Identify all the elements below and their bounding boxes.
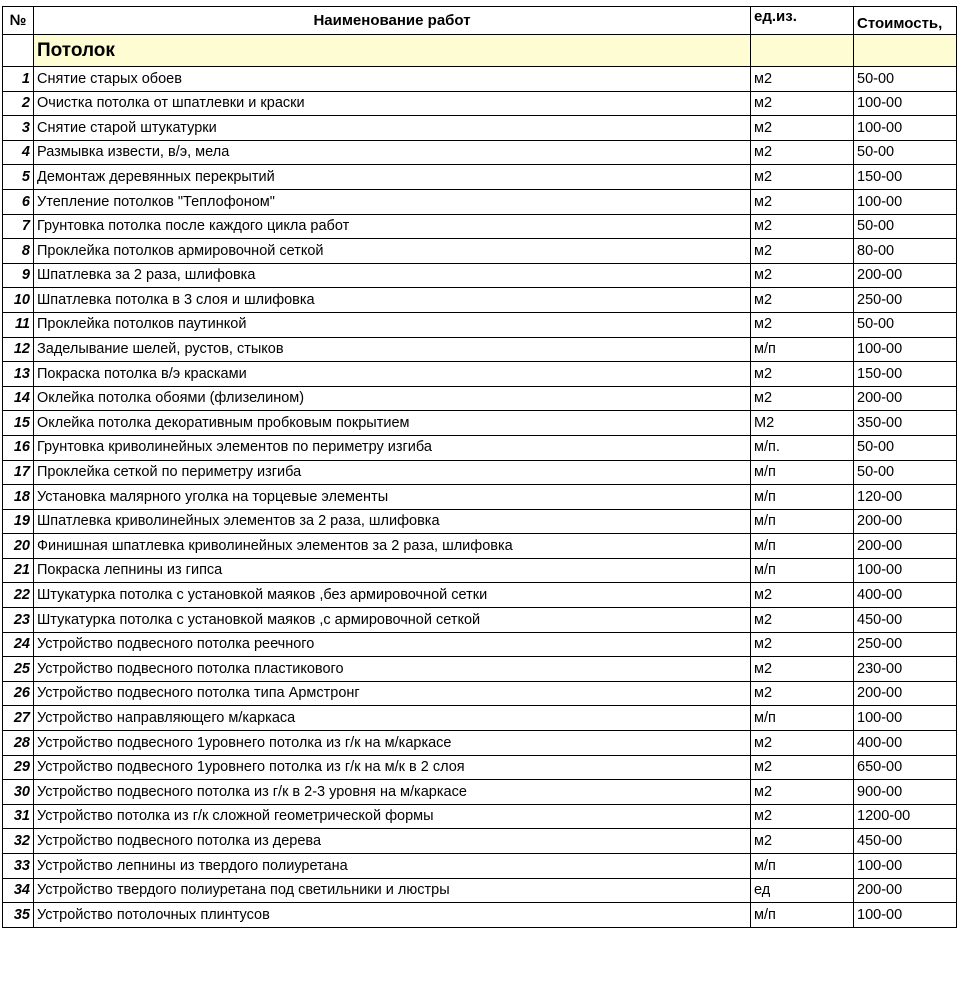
table-row [3,91,957,116]
row-work-name: Очистка потолка от шпатлевки и краски [34,91,751,116]
table-row [3,706,957,731]
row-work-name: Штукатурка потолка с установкой маяков ,с армировочной сеткой [34,608,751,633]
row-unit: м2 [751,386,854,411]
row-work-name: Устройство подвесного потолка пластикового [34,657,751,682]
row-price: 450-00 [854,829,957,854]
row-unit: м2 [751,239,854,264]
row-price: 100-00 [854,706,957,731]
row-price: 100-00 [854,91,957,116]
row-unit: м/п [751,460,854,485]
row-price: 100-00 [854,903,957,928]
table-row [3,608,957,633]
row-work-name: Размывка извести, в/э, мела [34,140,751,165]
row-price: 50-00 [854,312,957,337]
row-price: 400-00 [854,731,957,756]
row-work-name: Оклейка потолка обоями (флизелином) [34,386,751,411]
row-work-name: Утепление потолков "Теплофоном" [34,189,751,214]
table-row [3,165,957,190]
row-number: 2 [3,91,34,116]
row-unit: м2 [751,189,854,214]
table-row [3,140,957,165]
table-row [3,116,957,141]
row-unit: ед [751,878,854,903]
row-price: 350-00 [854,411,957,436]
row-price: 50-00 [854,140,957,165]
row-number: 23 [3,608,34,633]
row-price: 50-00 [854,435,957,460]
row-number: 30 [3,780,34,805]
table-row [3,632,957,657]
section-price-cell [854,35,957,67]
row-number: 12 [3,337,34,362]
table-row [3,239,957,264]
row-price: 450-00 [854,608,957,633]
row-number: 5 [3,165,34,190]
row-unit: м/п [751,706,854,731]
row-price: 100-00 [854,558,957,583]
table-row [3,67,957,92]
row-price: 150-00 [854,362,957,387]
row-work-name: Грунтовка криволинейных элементов по периметру изгиба [34,435,751,460]
row-number: 28 [3,731,34,756]
table-row [3,878,957,903]
row-number: 6 [3,189,34,214]
row-price: 120-00 [854,485,957,510]
row-number: 35 [3,903,34,928]
row-unit: м2 [751,288,854,313]
table-row [3,263,957,288]
row-unit: м2 [751,804,854,829]
row-number: 20 [3,534,34,559]
row-work-name: Устройство подвесного потолка типа Армстронг [34,681,751,706]
table-row [3,583,957,608]
row-price: 650-00 [854,755,957,780]
row-work-name: Заделывание шелей, рустов, стыков [34,337,751,362]
row-unit: м2 [751,312,854,337]
table-row [3,903,957,928]
row-work-name: Устройство направляющего м/каркаса [34,706,751,731]
row-price: 50-00 [854,460,957,485]
table-row [3,189,957,214]
table-row [3,854,957,879]
table-row [3,558,957,583]
row-unit: м/п [751,854,854,879]
row-number: 17 [3,460,34,485]
row-number: 4 [3,140,34,165]
section-row [3,35,957,67]
table-row [3,534,957,559]
row-unit: м2 [751,681,854,706]
row-work-name: Проклейка потолков паутинкой [34,312,751,337]
row-number: 13 [3,362,34,387]
table-row [3,312,957,337]
row-price: 50-00 [854,214,957,239]
row-price: 50-00 [854,67,957,92]
row-work-name: Финишная шпатлевка криволинейных элементов за 2 раза, шлифовка [34,534,751,559]
row-work-name: Устройство подвесного потолка реечного [34,632,751,657]
row-work-name: Проклейка потолков армировочной сеткой [34,239,751,264]
row-price: 1200-00 [854,804,957,829]
table-row [3,460,957,485]
row-work-name: Шпатлевка за 2 раза, шлифовка [34,263,751,288]
row-unit: м/п [751,903,854,928]
row-work-name: Устройство подвесного 1уровнего потолка из г/к на м/к в 2 слоя [34,755,751,780]
row-price: 100-00 [854,116,957,141]
row-price: 250-00 [854,632,957,657]
row-work-name: Демонтаж деревянных перекрытий [34,165,751,190]
row-work-name: Штукатурка потолка с установкой маяков ,без армировочной сетки [34,583,751,608]
row-work-name: Шпатлевка потолка в 3 слоя и шлифовка [34,288,751,313]
row-unit: М2 [751,411,854,436]
row-number: 22 [3,583,34,608]
row-unit: м/п [751,509,854,534]
row-price: 150-00 [854,165,957,190]
row-work-name: Грунтовка потолка после каждого цикла работ [34,214,751,239]
row-price: 400-00 [854,583,957,608]
table-row [3,362,957,387]
row-unit: м/п [751,337,854,362]
row-unit: м2 [751,731,854,756]
row-number: 31 [3,804,34,829]
row-number: 29 [3,755,34,780]
row-price: 80-00 [854,239,957,264]
section-unit-cell [751,35,854,67]
table-row [3,804,957,829]
row-number: 24 [3,632,34,657]
table-row [3,509,957,534]
row-price: 100-00 [854,854,957,879]
row-number: 27 [3,706,34,731]
row-work-name: Покраска лепнины из гипса [34,558,751,583]
row-number: 32 [3,829,34,854]
row-number: 25 [3,657,34,682]
row-number: 19 [3,509,34,534]
row-work-name: Снятие старой штукатурки [34,116,751,141]
row-unit: м2 [751,829,854,854]
row-unit: м2 [751,755,854,780]
table-row [3,485,957,510]
row-price: 100-00 [854,189,957,214]
row-number: 34 [3,878,34,903]
row-work-name: Устройство подвесного потолка из г/к в 2-3 уровня на м/каркасе [34,780,751,805]
table-row [3,386,957,411]
table-row [3,755,957,780]
row-unit: м2 [751,608,854,633]
row-unit: м2 [751,657,854,682]
row-work-name: Оклейка потолка декоративным пробковым покрытием [34,411,751,436]
row-work-name: Устройство подвесного потолка из дерева [34,829,751,854]
row-number: 10 [3,288,34,313]
row-number: 8 [3,239,34,264]
row-unit: м2 [751,214,854,239]
header-unit: ед.из. [751,7,854,35]
price-table [2,6,957,928]
table-row [3,829,957,854]
row-price: 200-00 [854,878,957,903]
row-unit: м2 [751,362,854,387]
row-work-name: Устройство подвесного 1уровнего потолка из г/к на м/каркасе [34,731,751,756]
row-number: 1 [3,67,34,92]
section-title: Потолок [34,35,751,67]
row-work-name: Покраска потолка в/э красками [34,362,751,387]
table-row [3,337,957,362]
row-unit: м/п [751,558,854,583]
row-unit: м2 [751,263,854,288]
table-row [3,411,957,436]
header-number: № [3,7,34,35]
table-row [3,780,957,805]
row-unit: м2 [751,91,854,116]
row-work-name: Снятие старых обоев [34,67,751,92]
row-number: 7 [3,214,34,239]
row-unit: м2 [751,67,854,92]
row-unit: м2 [751,116,854,141]
row-price: 200-00 [854,509,957,534]
section-number-cell [3,35,34,67]
row-number: 11 [3,312,34,337]
row-number: 16 [3,435,34,460]
row-number: 15 [3,411,34,436]
row-number: 9 [3,263,34,288]
row-price: 200-00 [854,263,957,288]
row-number: 21 [3,558,34,583]
row-price: 100-00 [854,337,957,362]
row-unit: м2 [751,583,854,608]
table-row [3,435,957,460]
row-work-name: Устройство потолка из г/к сложной геометрической формы [34,804,751,829]
table-row [3,214,957,239]
row-number: 33 [3,854,34,879]
row-unit: м/п [751,534,854,559]
row-price: 200-00 [854,386,957,411]
table-row [3,681,957,706]
row-number: 3 [3,116,34,141]
row-unit: м/п [751,485,854,510]
table-row [3,731,957,756]
row-number: 26 [3,681,34,706]
table-header-row [3,7,957,35]
row-number: 14 [3,386,34,411]
row-price: 200-00 [854,534,957,559]
header-work-name: Наименование работ [34,7,751,35]
row-unit: м2 [751,780,854,805]
row-price: 200-00 [854,681,957,706]
row-work-name: Проклейка сеткой по периметру изгиба [34,460,751,485]
row-price: 250-00 [854,288,957,313]
row-work-name: Шпатлевка криволинейных элементов за 2 раза, шлифовка [34,509,751,534]
row-unit: м2 [751,165,854,190]
row-unit: м/п. [751,435,854,460]
table-row [3,657,957,682]
row-number: 18 [3,485,34,510]
header-price: Стоимость, [854,7,957,35]
row-work-name: Устройство лепнины из твердого полиуретана [34,854,751,879]
row-work-name: Устройство твердого полиуретана под светильники и люстры [34,878,751,903]
row-work-name: Установка малярного уголка на торцевые элементы [34,485,751,510]
table-row [3,288,957,313]
row-price: 900-00 [854,780,957,805]
row-work-name: Устройство потолочных плинтусов [34,903,751,928]
row-unit: м2 [751,632,854,657]
row-price: 230-00 [854,657,957,682]
row-unit: м2 [751,140,854,165]
